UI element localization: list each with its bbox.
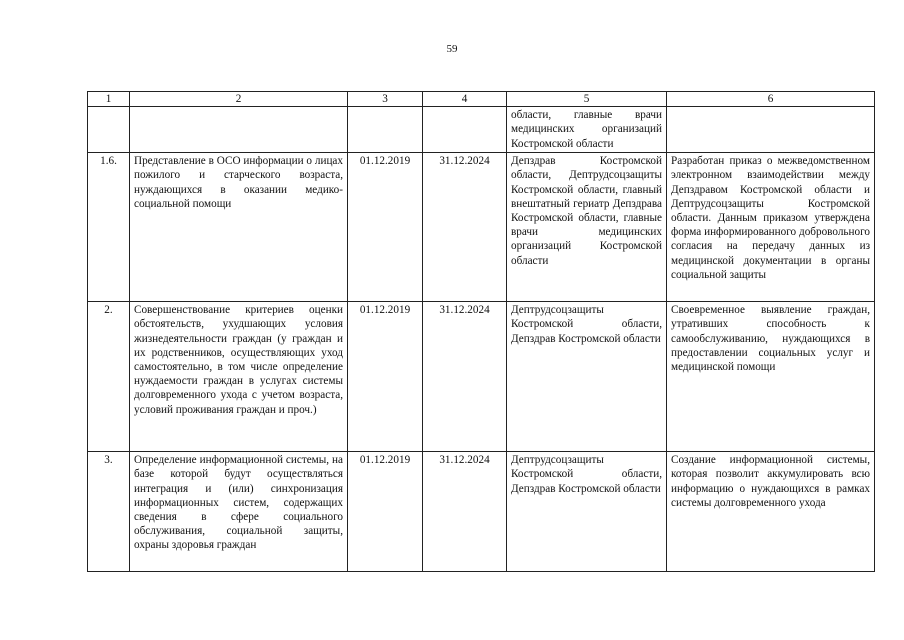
column-header: 2: [130, 92, 348, 107]
table-row: [88, 302, 875, 452]
start-date-cell: 01.12.2019: [348, 153, 423, 302]
table-row: [88, 107, 875, 153]
start-date-cell: 01.12.2019: [348, 452, 423, 572]
responsible-cell: Дептрудсоцзащиты Костромской области, Депздрав Костромской области: [507, 452, 667, 572]
responsible-cell: Депздрав Костромской области, Дептрудсоцзащиты Костромской области, главный внештатный гериатр Депздрава Костромской области, главные врачи медицинских организаций Костромской области: [507, 153, 667, 302]
row-number: 2.: [88, 302, 130, 452]
end-date-cell: [423, 107, 507, 153]
column-header: 1: [88, 92, 130, 107]
end-date-cell: 31.12.2024: [423, 302, 507, 452]
row-number: [88, 107, 130, 153]
start-date-cell: 01.12.2019: [348, 302, 423, 452]
responsible-cell: Дептрудсоцзащиты Костромской области, Депздрав Костромской области: [507, 302, 667, 452]
plan-table: [87, 91, 875, 572]
column-header: 6: [667, 92, 875, 107]
result-cell: Создание информационной системы, которая позволит аккумулировать всю информацию о нуждающихся в рамках системы долговременного ухода: [667, 452, 875, 572]
row-number: 3.: [88, 452, 130, 572]
column-header: 5: [507, 92, 667, 107]
table-header-row: [88, 92, 875, 107]
result-cell: [667, 107, 875, 153]
activity-cell: Определение информационной системы, на базе которой будут осуществляться интеграция и (или) синхронизация информационных систем, содержащих сведения в сфере социального обслуживания, социальной защиты, охраны здоровья граждан: [130, 452, 348, 572]
responsible-cell: области, главные врачи медицинских организаций Костромской области: [507, 107, 667, 153]
row-number: 1.6.: [88, 153, 130, 302]
end-date-cell: 31.12.2024: [423, 153, 507, 302]
activity-cell: Представление в ОСО информации о лицах пожилого и старческого возраста, нуждающихся в оказании медико-социальной помощи: [130, 153, 348, 302]
table-row: [88, 153, 875, 302]
table-row: [88, 452, 875, 572]
result-cell: Разработан приказ о межведомственном электронном взаимодействии между Депздравом Костромской области и Дептрудсоцзащиты Костромской области. Данным приказом утверждена форма информированного добровольного согласия на передачу данных из медицинской документации в органы социальной защиты: [667, 153, 875, 302]
activity-cell: Совершенствование критериев оценки обстоятельств, ухудшающих условия жизнедеятельности граждан (у граждан и их родственников, осуществляющих уход самостоятельно, в том числе определение нуждаемости граждан в услугах системы долговременного ухода с учетом возраста, условий проживания граждан и проч.): [130, 302, 348, 452]
column-header: 4: [423, 92, 507, 107]
activity-cell: [130, 107, 348, 153]
end-date-cell: 31.12.2024: [423, 452, 507, 572]
start-date-cell: [348, 107, 423, 153]
result-cell: Своевременное выявление граждан, утративших способность к самообслуживанию, нуждающихся в предоставлении социальных услуг и медицинской помощи: [667, 302, 875, 452]
column-header: 3: [348, 92, 423, 107]
page-number: 59: [446, 43, 458, 55]
